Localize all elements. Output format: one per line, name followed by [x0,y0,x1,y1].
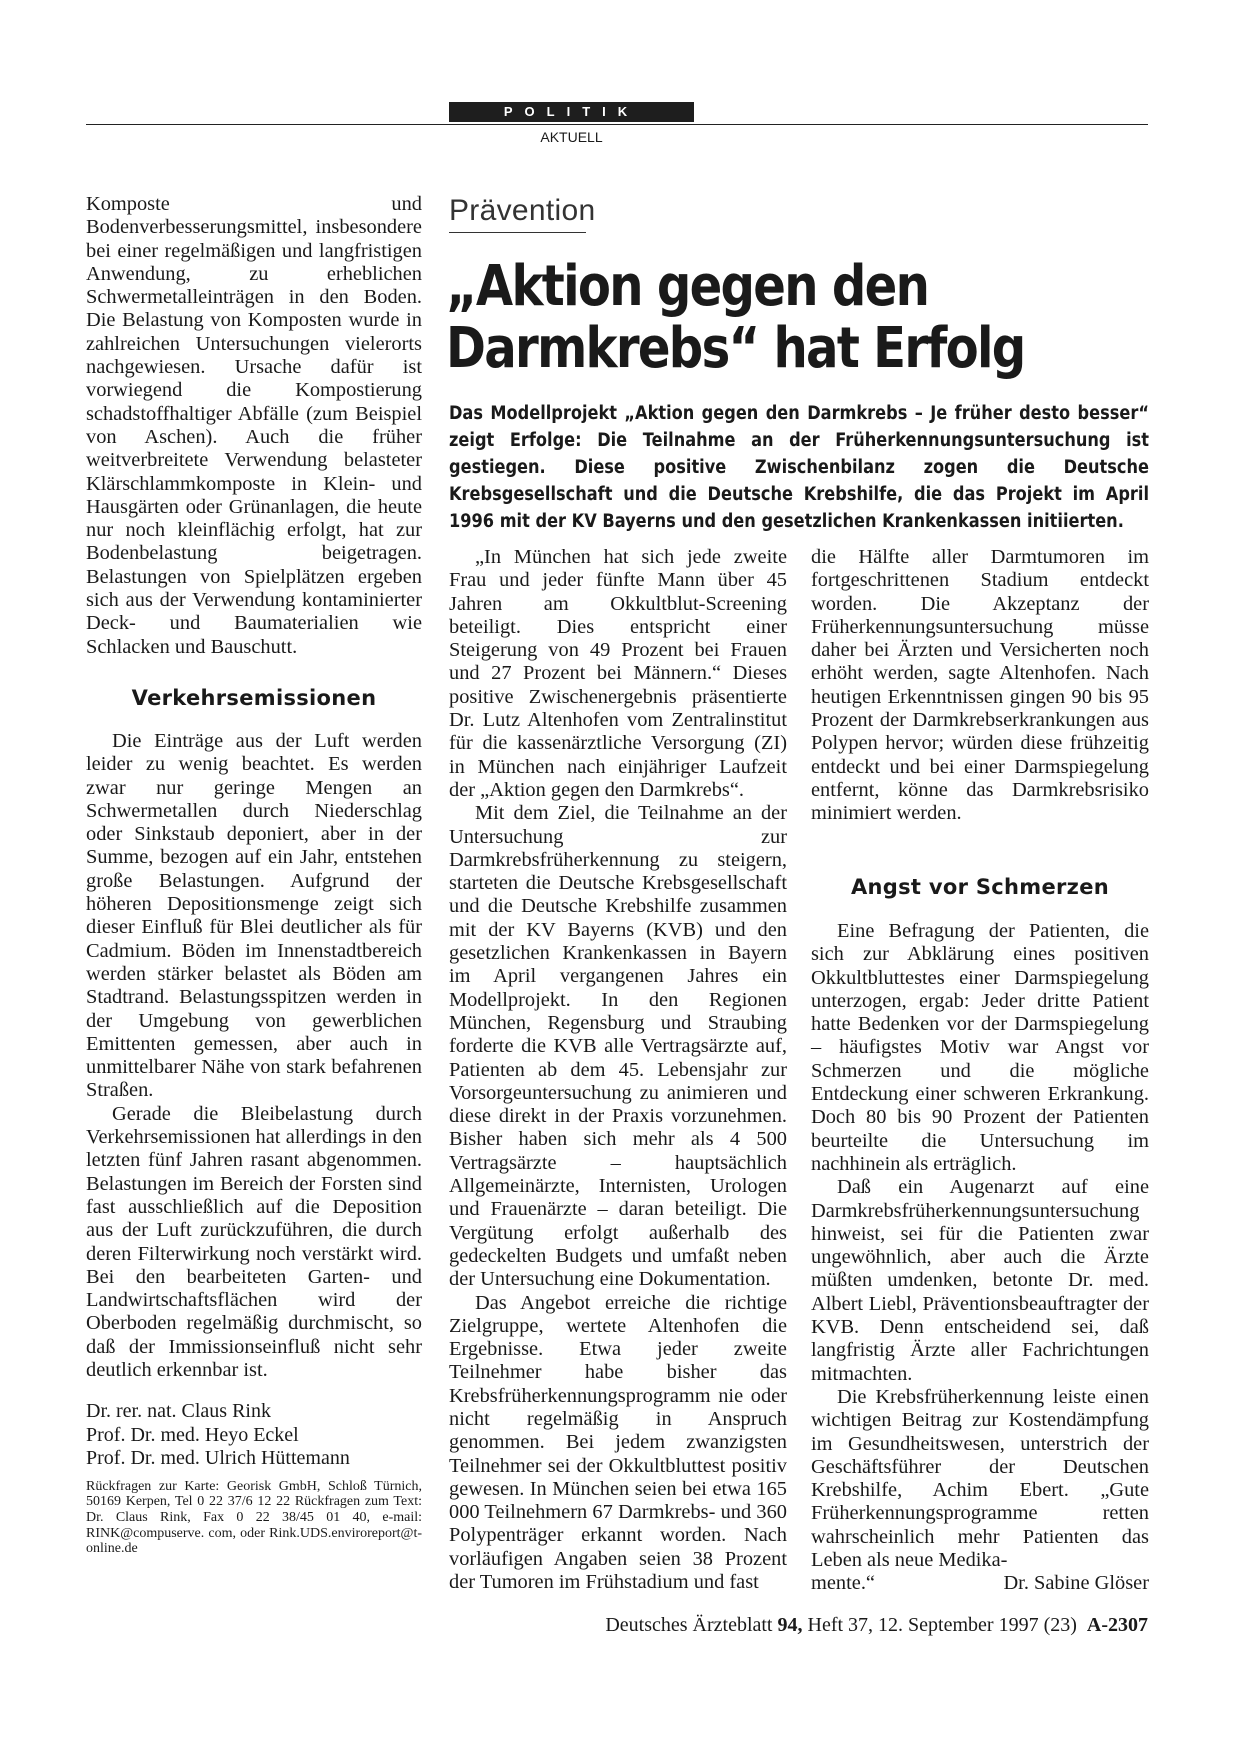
article-headline: „Aktion gegen den Darmkrebs“ hat Erfolg [446,254,1025,381]
page-footer [605,1614,1148,1637]
section-label: POLITIK [449,102,694,122]
paragraph: Eine Befragung der Patienten, die sich zur Abklärung eines positiven Okkultbluttestes einer Darmspiegelung unterzogen, ergab: Jeder dritte Patient hatte Bedenken vor der Darmspiegelung – häufigstes Motiv war Angst vor Schmerzen und die mögliche Entdeckung einer schweren Erkrankung. Doch 80 bis 90 Prozent der Patienten beurteilte die Untersuchung im nachhinein als erträglich. [811,920,1149,1175]
article-kicker: Prävention [449,194,596,227]
contact-info: Rückfragen zur Karte: Georisk GmbH, Schloß Türnich, 50169 Kerpen, Tel 0 22 37/6 12 22 Rückfragen zum Text: Dr. Claus Rink, Fax 0 22 38/45 01 40, e-mail: RINK@compuserve. com, oder Rink.UDS.enviroreport@t-online.de [86,1478,422,1557]
article-column-middle [449,546,787,1594]
header-rule [86,124,1148,125]
paragraph: Gerade die Bleibelastung durch Verkehrsemissionen hat allerdings in den letzten fünf Jahren rasant abgenommen. Belastungen im Bereich der Forsten sind fast ausschließlich auf die Deposition aus der Luft zurückzuführen, die durch deren Filterwirkung noch verstärkt wird. Bei den bearbeiteten Garten- und Landwirtschaftsflächen wird der Oberboden regelmäßig durchmischt, so daß der Immissionseinfluß nicht sehr deutlich erkennbar ist. [86,1102,422,1382]
last-line-text: mente.“ [811,1572,875,1595]
author-name: Dr. rer. nat. Claus Rink [86,1400,271,1423]
issue-info: Heft 37, 12. September 1997 (23) [807,1614,1077,1636]
author-name: Prof. Dr. med. Ulrich Hüttemann [86,1447,350,1470]
volume-number: 94, [777,1614,803,1636]
previous-article-intro [86,193,422,659]
paragraph: die Hälfte aller Darmtumoren im fortgeschrittenen Stadium entdeckt worden. Die Akzeptanz der Früherkennungsuntersuchung müsse daher bei Ärzten und Versicherten noch erhöht werden, sagte Altenhofen. Nach heutigen Erkenntnissen gingen 90 bis 95 Prozent der Darmkrebserkrankungen aus Polypen hervor; würden diese frühzeitig entdeckt und bei einer Darmspiegelung entfernt, könne das Darmkrebsrisiko minimiert werden. [811,546,1149,825]
paragraph: Das Angebot erreiche die richtige Zielgruppe, wertete Altenhofen die Ergebnisse. Etwa jeder zweite Teilnehmer habe bisher das Krebsfrüherkennungsprogramm nie oder nicht regelmäßig in Anspruch genommen. Bei jedem zwanzigsten Teilnehmer sei der Okkultbluttest positiv gewesen. In München seien bei etwa 165 000 Teilnehmern 67 Darmkrebs- und 360 Polypenträger erkannt worden. Nach vorläufigen Angaben seien 38 Prozent der Tumoren im Frühstadium und fast [449,1291,787,1594]
subsection-label: AKTUELL [540,129,603,145]
paragraph: Mit dem Ziel, die Teilnahme an der Untersuchung zur Darmkrebsfrüherkennung zu steigern, starteten die Deutsche Krebsgesellschaft und die Deutsche Krebshilfe zusammen mit der KV Bayerns (KVB) und den gesetzlichen Krankenkassen in Bayern im April vergangenen Jahres ein Modellprojekt. In den Regionen München, Regensburg und Straubing forderte die KVB alle Vertragsärzte auf, Patienten ab dem 45. Lebensjahr zur Vorsorgeuntersuchung zu animieren und diese direkt in der Praxis vorzunehmen. Bisher haben sich mehr als 4 500 Vertragsärzte – hauptsächlich Allgemeinärzte, Internisten, Urologen und Frauenärzte – daran beteiligt. Die Vergütung erfolgt außerhalb des gedeckelten Budgets und umfaßt neben der Untersuchung eine Dokumentation. [449,802,787,1291]
article-column-right [811,546,1149,826]
paragraph: Die Einträge aus der Luft werden leider zu wenig beachtet. Es werden zwar nur geringe Mengen an Schwermetallen durch Niederschlag oder Sinkstaub deponiert, aber in der Summe, bezogen auf ein Jahr, entstehen große Belastungen. Aufgrund der höheren Depositionsmenge zeigt sich dieser Einfluß für Blei deutlicher als für Cadmium. Böden im Innenstadtbereich werden stärker belastet als Böden am Stadtrand. Belastungsspitzen werden in der Umgebung von gewerblichen Emittenten gemessen, aber auch in unmittelbarer Nähe von stark befahrenen Straßen. [86,730,422,1102]
paragraph: Daß ein Augenarzt auf eine Darmkrebsfrüherkennungsuntersuchung hinweist, sei für die Patienten zwar ungewöhnlich, aber auch die Ärzte müßten umdenken, betonte Dr. med. Albert Liebl, Präventionsbeauftragter der KVB. Denn entscheidend sei, daß langfristig Ärzte aller Fachrichtungen mitmachten. [811,1176,1149,1385]
signature-line [811,1572,1149,1595]
journal-name: Deutsches Ärzteblatt [605,1614,773,1636]
author-list [86,1400,422,1471]
article-column-right-body [811,920,1149,1596]
page-number: A-2307 [1086,1614,1148,1636]
previous-article-body [86,730,422,1557]
paragraph: „In München hat sich jede zweite Frau und jeder fünfte Mann über 45 Jahren am Okkultblut-Screening beteiligt. Dies entspricht einer Steigerung von 49 Prozent bei Frauen und 27 Prozent bei Männern.“ Dieses positive Zwischenergebnis präsentierte Dr. Lutz Altenhofen vom Zentralinstitut für die kassenärztliche Versorgung (ZI) in München nach einjähriger Laufzeit der „Aktion gegen den Darmkrebs“. [449,546,787,801]
subheading: Angst vor Schmerzen [851,875,1109,899]
article-author: Dr. Sabine Glöser [1003,1572,1149,1595]
paragraph: Die Krebsfrüherkennung leiste einen wichtigen Beitrag zur Kostendämpfung im Gesundheitswesen, unterstrich der Geschäftsführer der Deutschen Krebshilfe, Achim Ebert. „Gute Früherkennungsprogramme retten wahrscheinlich mehr Patienten das Leben als neue Medika- [811,1385,1149,1572]
author-name: Prof. Dr. med. Heyo Eckel [86,1423,299,1446]
article-lead: Das Modellprojekt „Aktion gegen den Darmkrebs – Je früher desto besser“ zeigt Erfolge: Die Teilnahme an der Früherkennungsuntersuchung ist gestiegen. Diese positive Zwischenbilanz zogen die Deutsche Krebsgesellschaft und die Deutsche Krebshilfe, die das Projekt im April 1996 mit der KV Bayerns und den gesetzlichen Krankenkassen initiierten. [449,403,1149,532]
paragraph: Komposte und Bodenverbesserungsmittel, insbesondere bei einer regelmäßigen und langfristigen Anwendung, zu erheblichen Schwermetalleinträgen in den Boden. Die Belastung von Komposten wurde in zahlreichen Untersuchungen vielerorts nachgewiesen. Ursache dafür ist vorwiegend die Kompostierung schadstoffhaltiger Abfälle (zum Beispiel von Aschen). Auch die früher weitverbreitete Verwendung belasteter Klärschlammkomposte in Klein- und Hausgärten oder Grünanlagen, die heute nur noch kleinflächig erfolgt, hat zur Bodenbelastung beigetragen. Belastungen von Spielplätzen ergeben sich aus der Verwendung kontaminierter Deck- und Baumaterialien wie Schlacken und Bauschutt. [86,193,422,658]
subheading: Verkehrsemissionen [131,686,377,710]
kicker-rule [449,232,586,233]
